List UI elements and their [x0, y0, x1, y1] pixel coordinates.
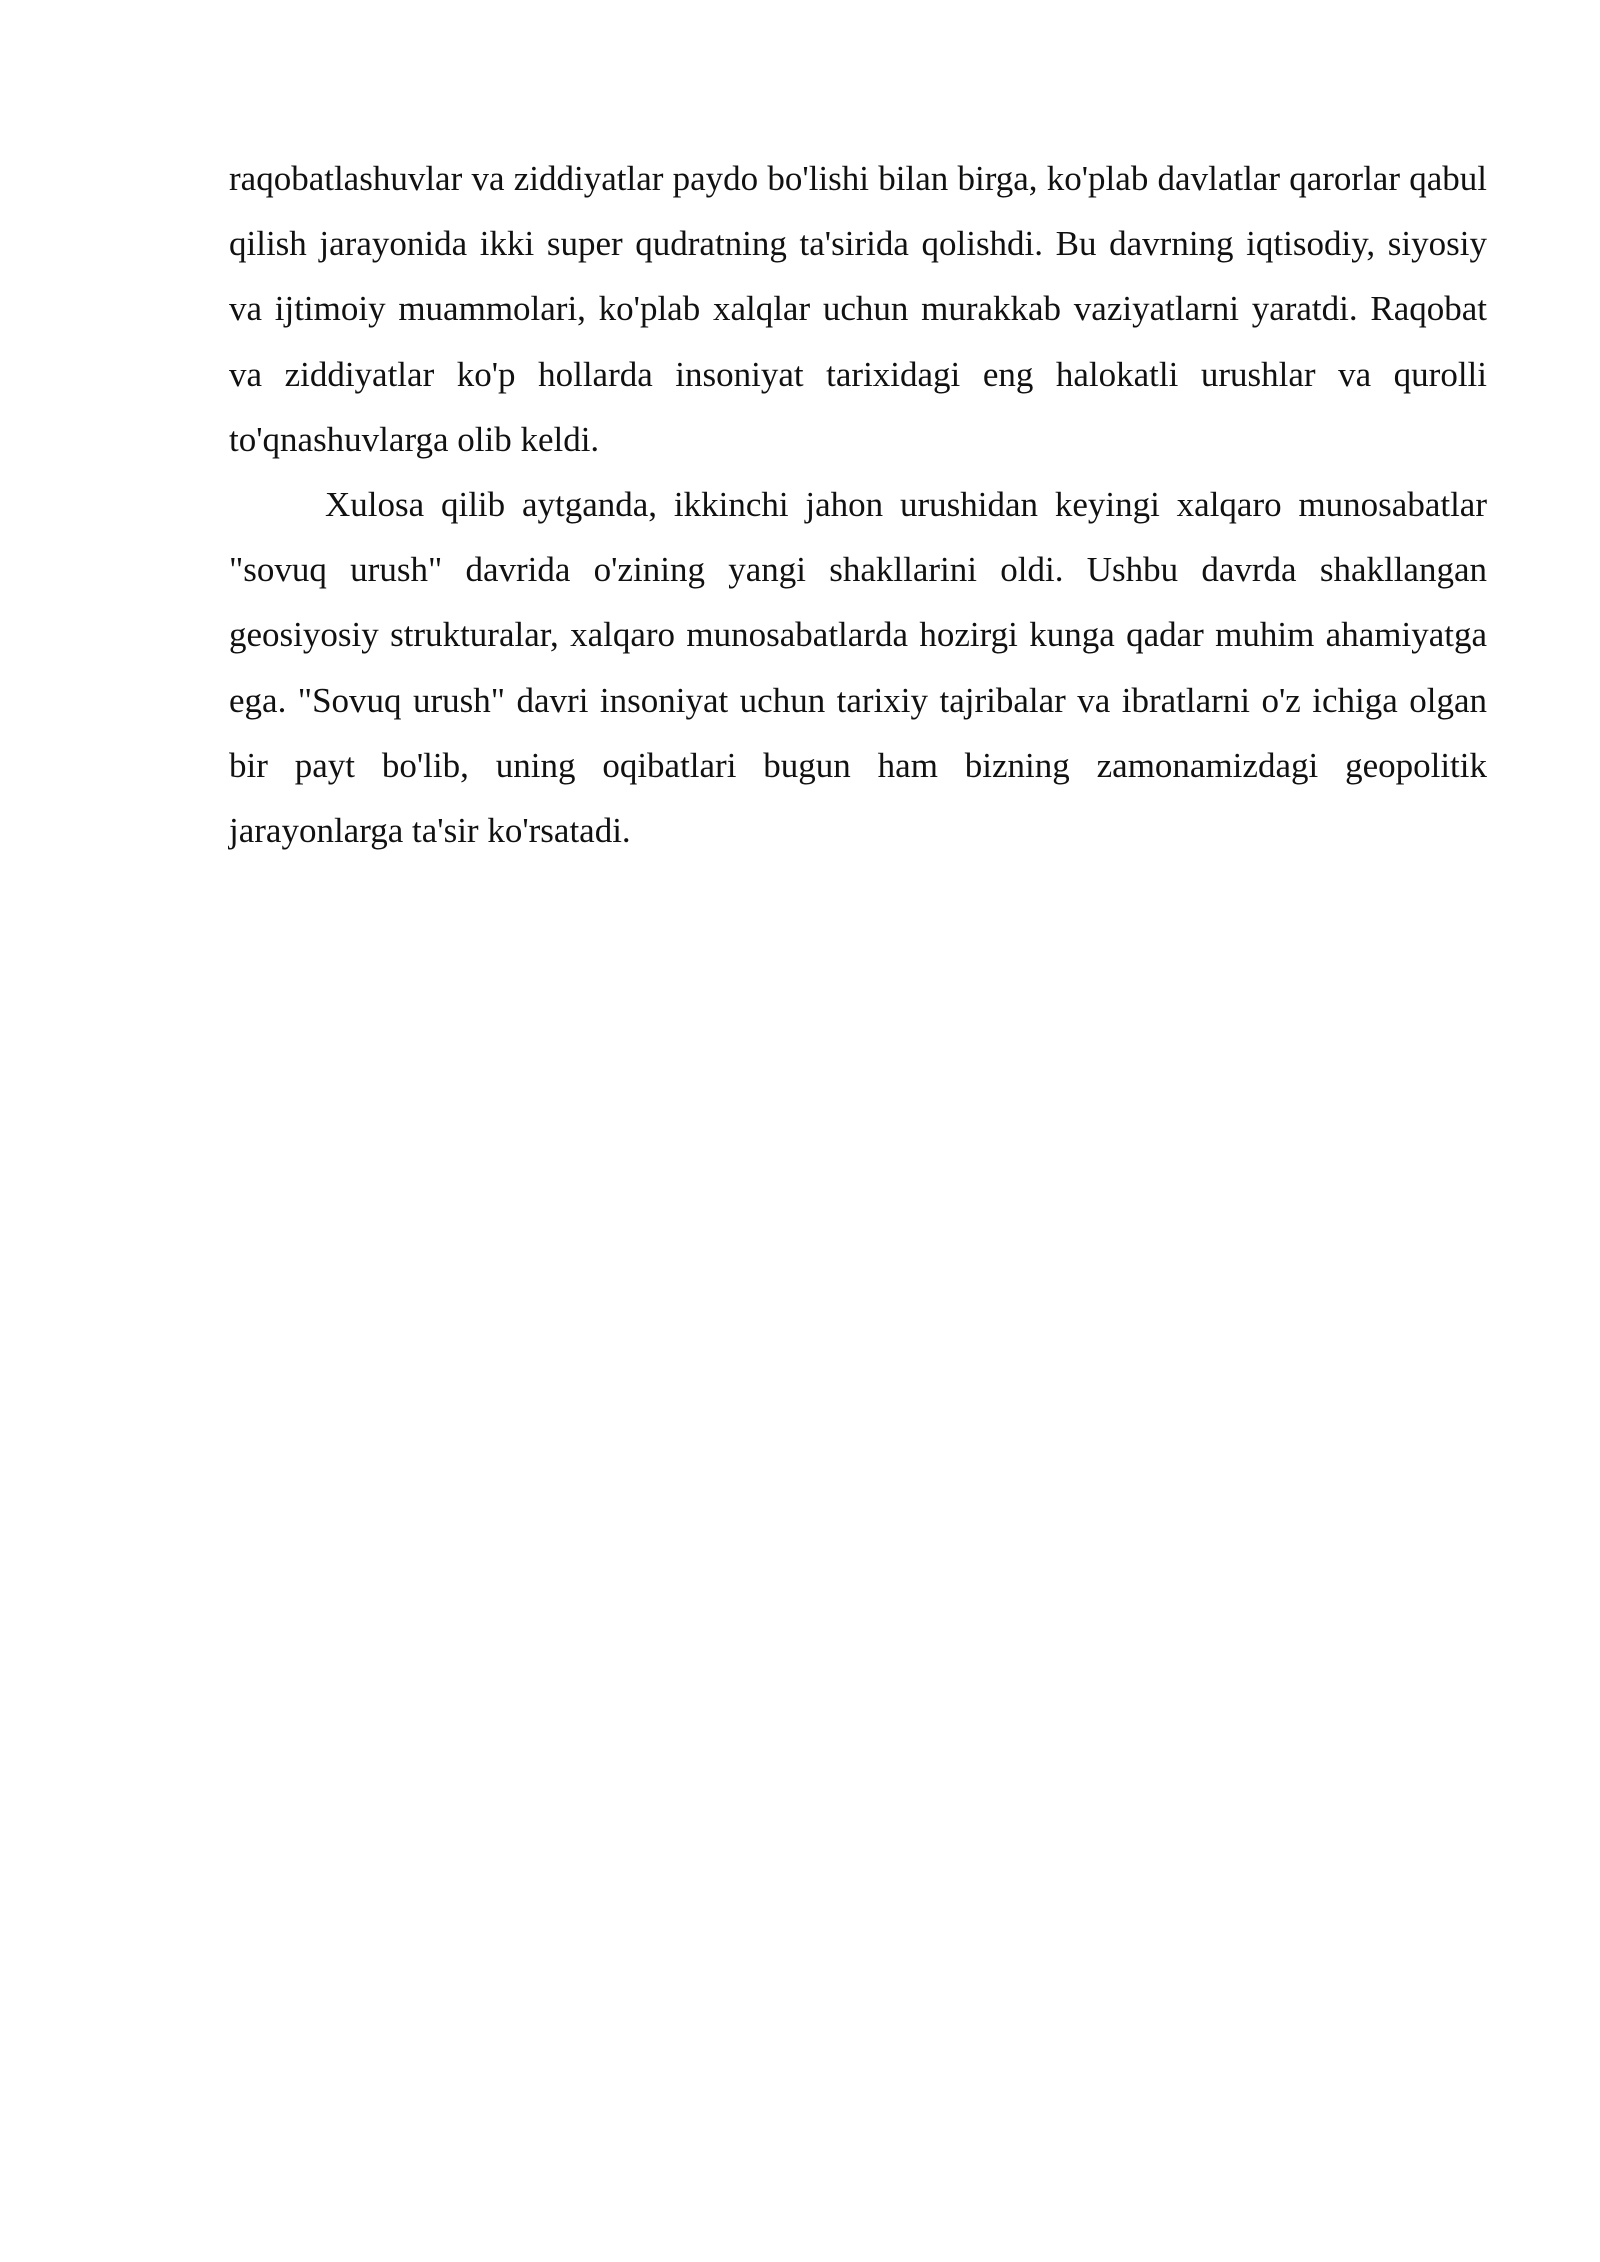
paragraph-continuation: raqobatlashuvlar va ziddiyatlar paydo bo'lishi bilan birga, ko'plab davlatlar qarorlar qabul qilish jarayonida ikki super qudratning ta'sirida qolishdi. Bu davrning iqtisodiy, siyosiy va ijtimoiy muammolari, ko'plab xalqlar uchun murakkab vaziyatlarni yaratdi. Raqobat va ziddiyatlar ko'p hollarda insoniyat tarixidagi eng halokatli urushlar va qurolli to'qnashuvlarga olib keldi. — [229, 159, 1487, 459]
paragraph-conclusion: Xulosa qilib aytganda, ikkinchi jahon urushidan keyingi xalqaro munosabatlar "sovuq urush" davrida o'zining yangi shakllarini oldi. Ushbu davrda shakllangan geosiyosiy strukturalar, xalqaro munosabatlarda hozirgi kunga qadar muhim ahamiyatga ega. "Sovuq urush" davri insoniyat uchun tarixiy tajribalar va ibratlarni o'z ichiga olgan bir payt bo'lib, uning oqibatlari bugun ham bizning zamonamizdagi geopolitik jarayonlarga ta'sir ko'rsatadi. — [229, 485, 1487, 851]
document-body — [229, 146, 1487, 863]
